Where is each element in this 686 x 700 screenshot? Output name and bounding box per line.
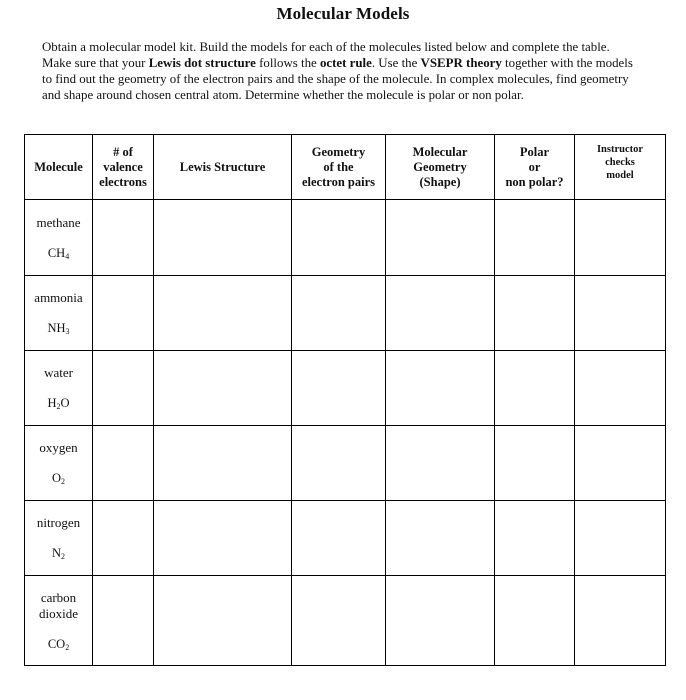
- header-instructor-check: Instructor checks model: [575, 135, 666, 200]
- lewis-structure-cell[interactable]: [154, 501, 292, 576]
- molecule-cell: [25, 501, 93, 576]
- octet-rule-emphasis: octet rule: [319, 56, 372, 70]
- polarity-cell[interactable]: [495, 426, 575, 501]
- electron-geometry-cell[interactable]: [292, 426, 386, 501]
- molecule-table: [24, 134, 666, 666]
- instructor-check-cell[interactable]: [575, 200, 666, 276]
- molecule-formula: $NH_3$: [47, 321, 70, 336]
- molecule-name: oxygen: [39, 440, 78, 455]
- header-lewis-structure: Lewis Structure: [154, 135, 292, 200]
- molecule-cell: [25, 276, 93, 351]
- instructor-check-cell[interactable]: [575, 576, 666, 666]
- molecule-name: methane: [36, 214, 81, 230]
- table-row: [25, 501, 666, 576]
- header-row: [25, 135, 666, 200]
- header-electron-pair-geometry: Geometry of the electron pairs: [292, 135, 386, 200]
- table-row: [25, 426, 666, 501]
- molecular-shape-cell[interactable]: [386, 501, 495, 576]
- table-row: [25, 276, 666, 351]
- lewis-structure-cell[interactable]: [154, 200, 292, 276]
- molecule-cell: [25, 200, 93, 276]
- vsepr-emphasis: VSEPR theory: [420, 56, 502, 70]
- instructor-check-cell[interactable]: [575, 351, 666, 426]
- header-molecule: Molecule: [25, 135, 93, 200]
- molecule-cell: [25, 576, 93, 666]
- molecular-shape-cell[interactable]: [386, 200, 495, 276]
- header-polarity: Polar or non polar?: [495, 135, 575, 200]
- lewis-structure-cell[interactable]: [154, 276, 292, 351]
- instructions-line-4: and shape around chosen central atom. Determine whether the molecule is polar or non polar.: [42, 88, 524, 102]
- molecule-name: ammonia: [34, 290, 83, 305]
- molecular-shape-cell[interactable]: [386, 426, 495, 501]
- molecular-shape-cell[interactable]: [386, 276, 495, 351]
- molecule-formula: $CO_2$: [47, 636, 70, 652]
- valence-electrons-cell[interactable]: [93, 576, 154, 666]
- page-title: Molecular Models: [276, 4, 410, 23]
- instructor-check-cell[interactable]: [575, 276, 666, 351]
- valence-electrons-cell[interactable]: [93, 276, 154, 351]
- valence-electrons-cell[interactable]: [93, 200, 154, 276]
- molecule-formula: $O_2$: [51, 471, 66, 486]
- header-molecular-shape: Molecular Geometry (Shape): [386, 135, 495, 200]
- electron-geometry-cell[interactable]: [292, 351, 386, 426]
- polarity-cell[interactable]: [495, 576, 575, 666]
- instructions-line-3: to find out the geometry of the electron pairs and the shape of the molecule. In complex molecules, find geometry: [42, 72, 629, 86]
- lewis-structure-cell[interactable]: [154, 576, 292, 666]
- molecular-shape-cell[interactable]: [386, 576, 495, 666]
- lewis-structure-cell[interactable]: [154, 351, 292, 426]
- polarity-cell[interactable]: [495, 200, 575, 276]
- electron-geometry-cell[interactable]: [292, 501, 386, 576]
- table-row: [25, 200, 666, 276]
- table-row: [25, 576, 666, 666]
- lewis-dot-emphasis: Lewis dot structure: [148, 56, 256, 70]
- electron-geometry-cell[interactable]: [292, 576, 386, 666]
- molecule-name-line-1: carbon: [40, 589, 77, 605]
- molecule-formula: $CH_4$: [47, 245, 70, 261]
- lewis-structure-cell[interactable]: [154, 426, 292, 501]
- table-row: [25, 351, 666, 426]
- molecule-cell: [25, 351, 93, 426]
- electron-geometry-cell[interactable]: [292, 200, 386, 276]
- molecule-name: water: [44, 365, 73, 380]
- valence-electrons-cell[interactable]: [93, 501, 154, 576]
- polarity-cell[interactable]: [495, 351, 575, 426]
- valence-electrons-cell[interactable]: [93, 426, 154, 501]
- molecule-formula: $H_2O$: [47, 396, 70, 411]
- instructor-check-cell[interactable]: [575, 501, 666, 576]
- instructor-check-cell[interactable]: [575, 426, 666, 501]
- molecular-shape-cell[interactable]: [386, 351, 495, 426]
- valence-electrons-cell[interactable]: [93, 351, 154, 426]
- polarity-cell[interactable]: [495, 276, 575, 351]
- header-valence-electrons: # of valence electrons: [93, 135, 154, 200]
- instructions: [42, 39, 674, 103]
- molecule-name-line-2: dioxide: [39, 605, 78, 621]
- polarity-cell[interactable]: [495, 501, 575, 576]
- electron-geometry-cell[interactable]: [292, 276, 386, 351]
- molecule-formula: $N_2$: [51, 546, 66, 561]
- molecule-name: nitrogen: [36, 515, 81, 530]
- instructions-line-2: Make sure that your Lewis dot structure follows the octet rule. Use the VSEPR theory together with the models: [42, 56, 633, 70]
- instructions-line-1: Obtain a molecular model kit. Build the models for each of the molecules listed below and complete the table.: [42, 40, 610, 54]
- molecule-cell: [25, 426, 93, 501]
